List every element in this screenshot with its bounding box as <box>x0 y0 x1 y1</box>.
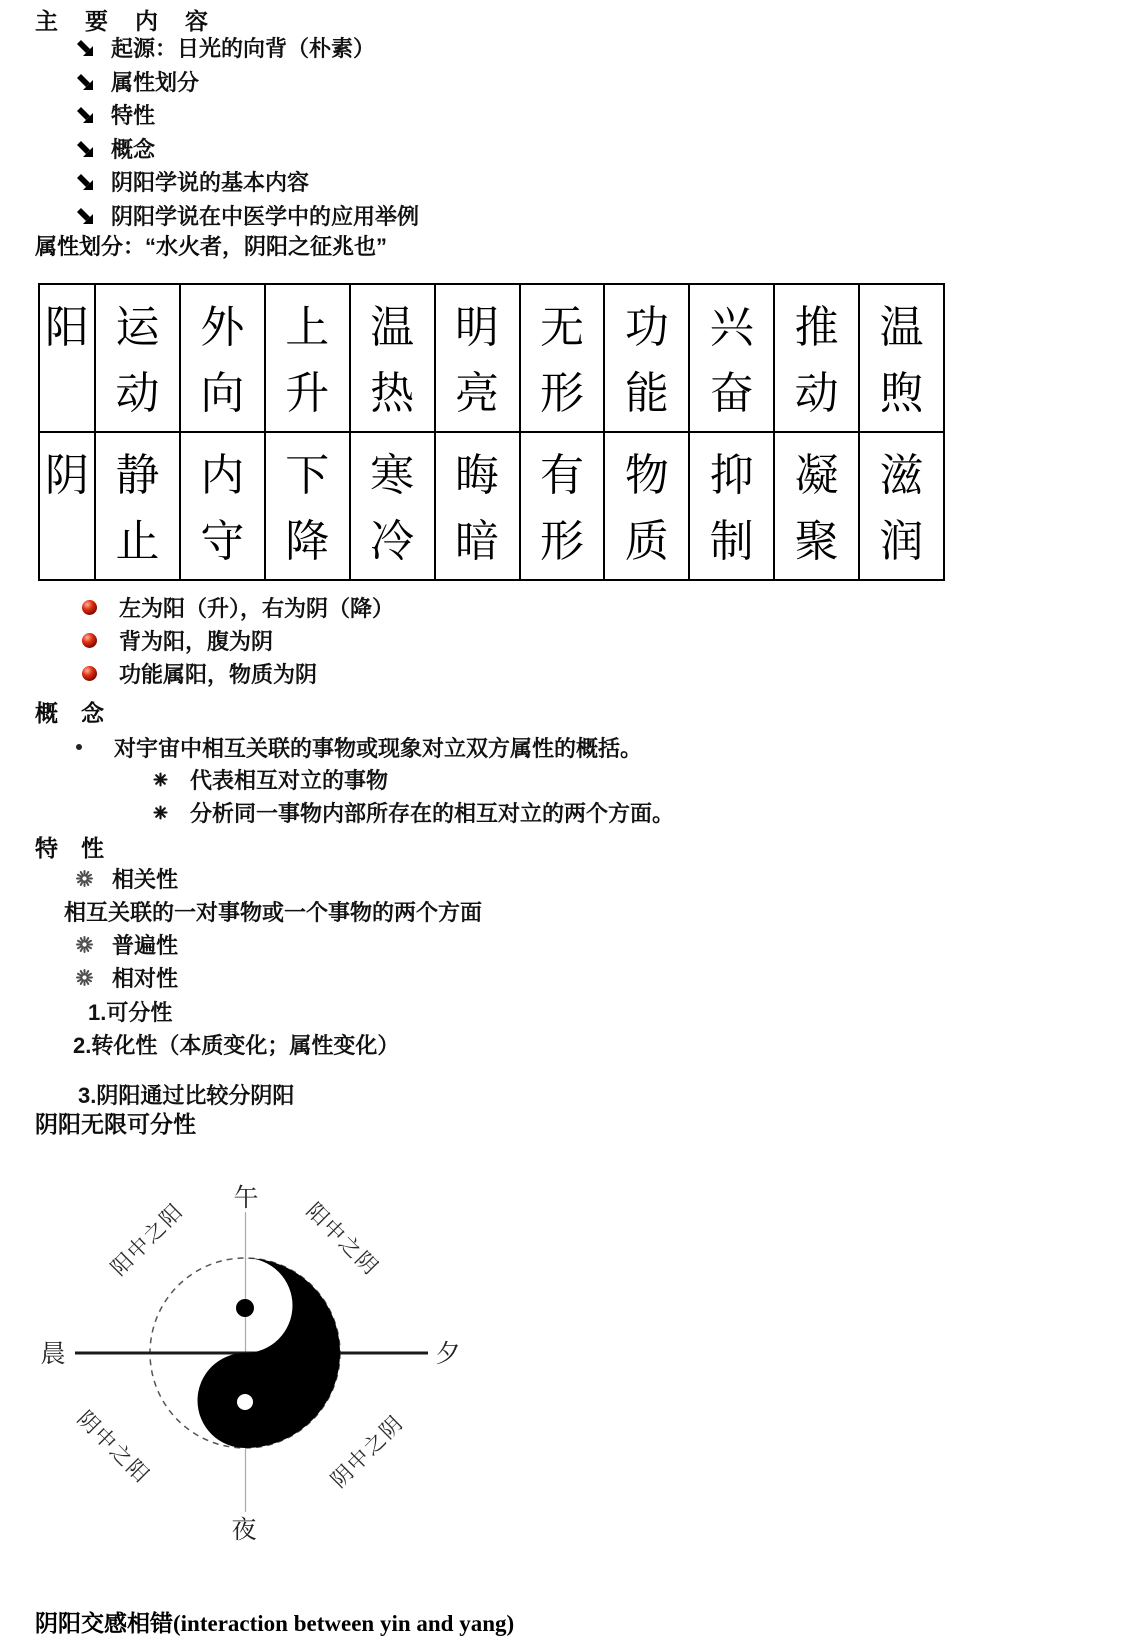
list-item <box>75 30 375 64</box>
list-item <box>75 131 155 165</box>
table-cell: 下 降 <box>264 433 349 579</box>
list-item <box>75 198 419 232</box>
flower-bullet-icon <box>76 969 93 986</box>
diagram-label-dusk: 夕 <box>435 1341 461 1368</box>
table-cell: 晦 暗 <box>434 433 519 579</box>
list-item <box>82 590 394 624</box>
traits-heading: 特 性 <box>35 835 104 861</box>
arrow-se-bullet-icon <box>75 172 94 191</box>
taiji-yang-dot <box>237 1394 253 1410</box>
table-cell: 兴 奋 <box>688 285 773 431</box>
table-row <box>40 285 943 431</box>
toc-item-label: 阴阳学说的基本内容 <box>111 169 310 195</box>
red-sphere-bullet-icon <box>82 633 97 648</box>
table-cell: 上 升 <box>264 285 349 431</box>
list-item <box>75 64 199 98</box>
subdivision-heading: 阴阳无限可分性 <box>35 1111 196 1137</box>
list-item <box>64 894 482 928</box>
list-item <box>88 994 172 1028</box>
footer-heading: 阴阳交感相错(interaction between yin and yang) <box>35 1611 515 1636</box>
toc-item-label: 阴阳学说在中医学中的应用举例 <box>111 203 420 229</box>
quadrant-label-bottom-right: 阴中之阴 <box>326 1410 409 1493</box>
taiji-figure <box>20 1150 480 1570</box>
toc-item-label: 概念 <box>111 136 156 162</box>
table-cell: 物 质 <box>603 433 688 579</box>
yin-yang-table <box>38 283 945 581</box>
table-cell: 功 能 <box>603 285 688 431</box>
table-cell: 推 动 <box>773 285 858 431</box>
table-cell: 滋 润 <box>858 433 943 579</box>
flower-bullet-icon <box>76 936 93 953</box>
concept-point-label: 分析同一事物内部所存在的相互对立的两个方面。 <box>190 800 675 826</box>
red-sphere-bullet-icon <box>82 600 97 615</box>
trait-label: 相对性 <box>112 965 179 991</box>
table-cell: 温 热 <box>349 285 434 431</box>
arrow-se-bullet-icon <box>75 72 94 91</box>
red-sphere-bullet-icon <box>82 666 97 681</box>
toc-item-label: 起源：日光的向背（朴素） <box>111 35 376 61</box>
table-cell: 寒 冷 <box>349 433 434 579</box>
page-title: 主 要 内 容 <box>35 8 210 34</box>
asterisk-bullet-icon <box>153 805 168 820</box>
list-item <box>82 623 273 657</box>
list-item <box>75 97 155 131</box>
dot-bullet-icon <box>76 744 82 750</box>
table-cell: 内 守 <box>179 433 264 579</box>
asterisk-bullet-icon <box>153 772 168 787</box>
trait-note: 相互关联的一对事物或一个事物的两个方面 <box>64 899 483 925</box>
list-item <box>76 927 178 961</box>
diagram-label-morning: 晨 <box>40 1341 66 1368</box>
arrow-se-bullet-icon <box>75 139 94 158</box>
trait-sub-label: 2.转化性（本质变化；属性变化） <box>73 1032 400 1058</box>
trait-label: 相关性 <box>112 866 179 892</box>
quadrant-label-bottom-left: 阴中之阳 <box>72 1406 155 1489</box>
table-cell: 有 形 <box>519 433 604 579</box>
list-item <box>76 730 642 764</box>
yin-yang-diagram <box>20 1150 480 1570</box>
example-label: 背为阳，腹为阴 <box>119 628 274 654</box>
attribute-heading: 属性划分：“水火者，阴阳之征兆也” <box>35 234 388 259</box>
table-cell: 阳 <box>45 303 89 352</box>
list-item <box>153 762 388 796</box>
concept-heading: 概 念 <box>35 700 104 726</box>
table-cell: 静 止 <box>94 433 179 579</box>
list-item <box>153 795 674 829</box>
concept-definition: 对宇宙中相互关联的事物或现象对立双方属性的概括。 <box>114 735 643 761</box>
trait-label: 普遍性 <box>112 932 179 958</box>
table-cell: 阴 <box>45 451 89 500</box>
arrow-se-bullet-icon <box>75 38 94 57</box>
table-cell: 温 煦 <box>858 285 943 431</box>
table-cell: 明 亮 <box>434 285 519 431</box>
table-cell: 无 形 <box>519 285 604 431</box>
diagram-label-noon: 午 <box>233 1185 259 1212</box>
flower-bullet-icon <box>76 870 93 887</box>
quadrant-label-top-left: 阳中之阳 <box>106 1198 189 1281</box>
toc-item-label: 特性 <box>111 102 156 128</box>
list-item <box>76 960 178 994</box>
arrow-se-bullet-icon <box>75 206 94 225</box>
toc-item-label: 属性划分 <box>111 69 200 95</box>
taiji-yin-dot <box>236 1299 254 1317</box>
trait-sub-label: 3.阴阳通过比较分阴阳 <box>78 1082 295 1108</box>
list-item <box>73 1027 399 1061</box>
arrow-se-bullet-icon <box>75 105 94 124</box>
table-row <box>40 431 943 579</box>
list-item <box>75 164 309 198</box>
table-cell: 凝 聚 <box>773 433 858 579</box>
concept-point-label: 代表相互对立的事物 <box>190 767 389 793</box>
diagram-label-night: 夜 <box>231 1517 257 1544</box>
list-item <box>76 861 178 895</box>
table-cell: 抑 制 <box>688 433 773 579</box>
trait-sub-label: 1.可分性 <box>88 999 173 1025</box>
list-item <box>82 656 317 690</box>
example-label: 功能属阳，物质为阴 <box>119 661 318 687</box>
quadrant-label-top-right: 阳中之阴 <box>301 1198 384 1281</box>
table-cell: 运 动 <box>94 285 179 431</box>
table-cell: 外 向 <box>179 285 264 431</box>
example-label: 左为阳（升），右为阴（降） <box>119 595 395 621</box>
